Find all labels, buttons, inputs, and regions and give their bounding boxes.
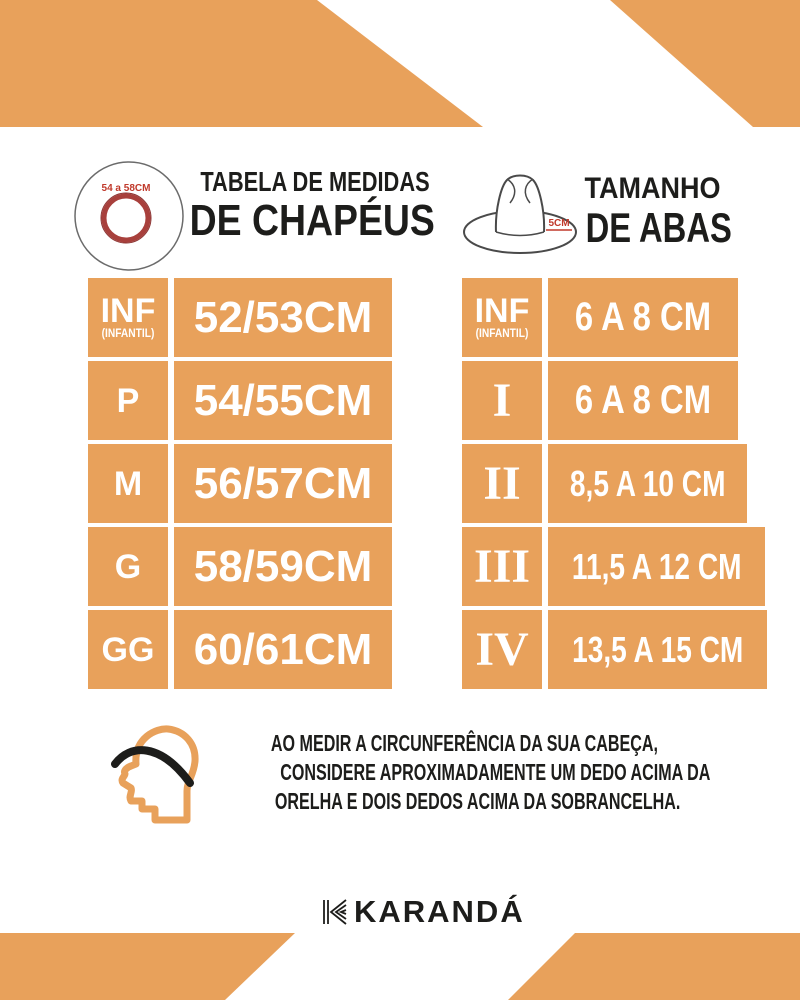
size-code: P (116, 381, 140, 420)
left-title-line1: TABELA DE MEDIDAS (200, 166, 430, 197)
measure-cell (548, 527, 765, 606)
note-line2: CONSIDERE APROXIMADAMENTE UM DEDO ACIMA DA (280, 759, 711, 785)
measure-cell (548, 278, 738, 357)
size-cell (462, 527, 542, 606)
measure-value: 6 A 8 CM (574, 378, 712, 422)
table-row (88, 610, 392, 689)
size-code-note: (INFANTIL) (475, 326, 529, 340)
size-code: I (492, 373, 512, 427)
size-code: III (473, 539, 531, 593)
size-cell (462, 278, 542, 357)
size-cell (88, 444, 168, 523)
measure-value: 8,5 A 10 CM (569, 462, 726, 504)
table-row (88, 361, 392, 440)
brim-sizes-table (462, 278, 744, 689)
table-row (88, 444, 392, 523)
bottom-band (0, 933, 800, 1000)
size-cell (88, 527, 168, 606)
crown-measure-label: 54 a 58CM (101, 183, 151, 194)
right-table-title (565, 172, 740, 250)
size-code: M (113, 464, 143, 503)
measure-cell (174, 361, 392, 440)
measure-cell (548, 444, 747, 523)
table-row (88, 527, 392, 606)
right-title-line2: DE ABAS (585, 204, 732, 251)
measure-cell (548, 361, 738, 440)
table-row (462, 361, 738, 440)
measure-value: 6 A 8 CM (574, 295, 712, 339)
size-code: INF (474, 292, 530, 330)
karanda-mark-icon (322, 897, 348, 927)
hat-sizes-table (88, 278, 392, 689)
size-cell (462, 444, 542, 523)
measure-value: 52/53CM (193, 292, 373, 342)
measure-value: 56/57CM (193, 458, 373, 508)
size-cell (462, 361, 542, 440)
left-title-line2: DE CHAPÉUS (189, 196, 435, 245)
size-code: INF (100, 292, 156, 330)
size-code-note: (INFANTIL) (101, 326, 155, 340)
measure-value: 54/55CM (193, 375, 373, 425)
right-title-line1: TAMANHO (584, 172, 721, 205)
top-band (0, 0, 800, 127)
table-row (88, 278, 392, 357)
measure-value: 60/61CM (193, 624, 373, 674)
note-line1: AO MEDIR A CIRCUNFERÊNCIA DA SUA CABEÇA, (270, 730, 658, 756)
table-row (462, 610, 744, 689)
left-table-title (168, 166, 435, 245)
measuring-instructions (188, 729, 713, 816)
measure-cell (548, 610, 767, 689)
measure-cell (174, 278, 392, 357)
size-cell (88, 610, 168, 689)
measure-cell (174, 527, 392, 606)
size-code: G (114, 547, 142, 586)
measure-cell (174, 610, 392, 689)
brim-measure-label: 5CM (548, 218, 570, 229)
size-cell (88, 361, 168, 440)
size-code: GG (101, 630, 155, 669)
hat-front-view-icon (458, 168, 580, 265)
table-row (462, 444, 738, 523)
measure-value: 11,5 A 12 CM (571, 545, 742, 587)
size-code: II (483, 456, 521, 510)
brand-logo (322, 894, 525, 930)
measure-value: 58/59CM (193, 541, 373, 591)
table-row (462, 527, 742, 606)
size-cell (88, 278, 168, 357)
size-code: IV (475, 622, 529, 676)
measure-cell (174, 444, 392, 523)
brand-name: KARANDÁ (354, 894, 525, 929)
table-row (462, 278, 738, 357)
size-cell (462, 610, 542, 689)
measure-value: 13,5 A 15 CM (572, 628, 744, 670)
note-line3: ORELHA E DOIS DEDOS ACIMA DA SOBRANCELHA. (274, 788, 681, 814)
